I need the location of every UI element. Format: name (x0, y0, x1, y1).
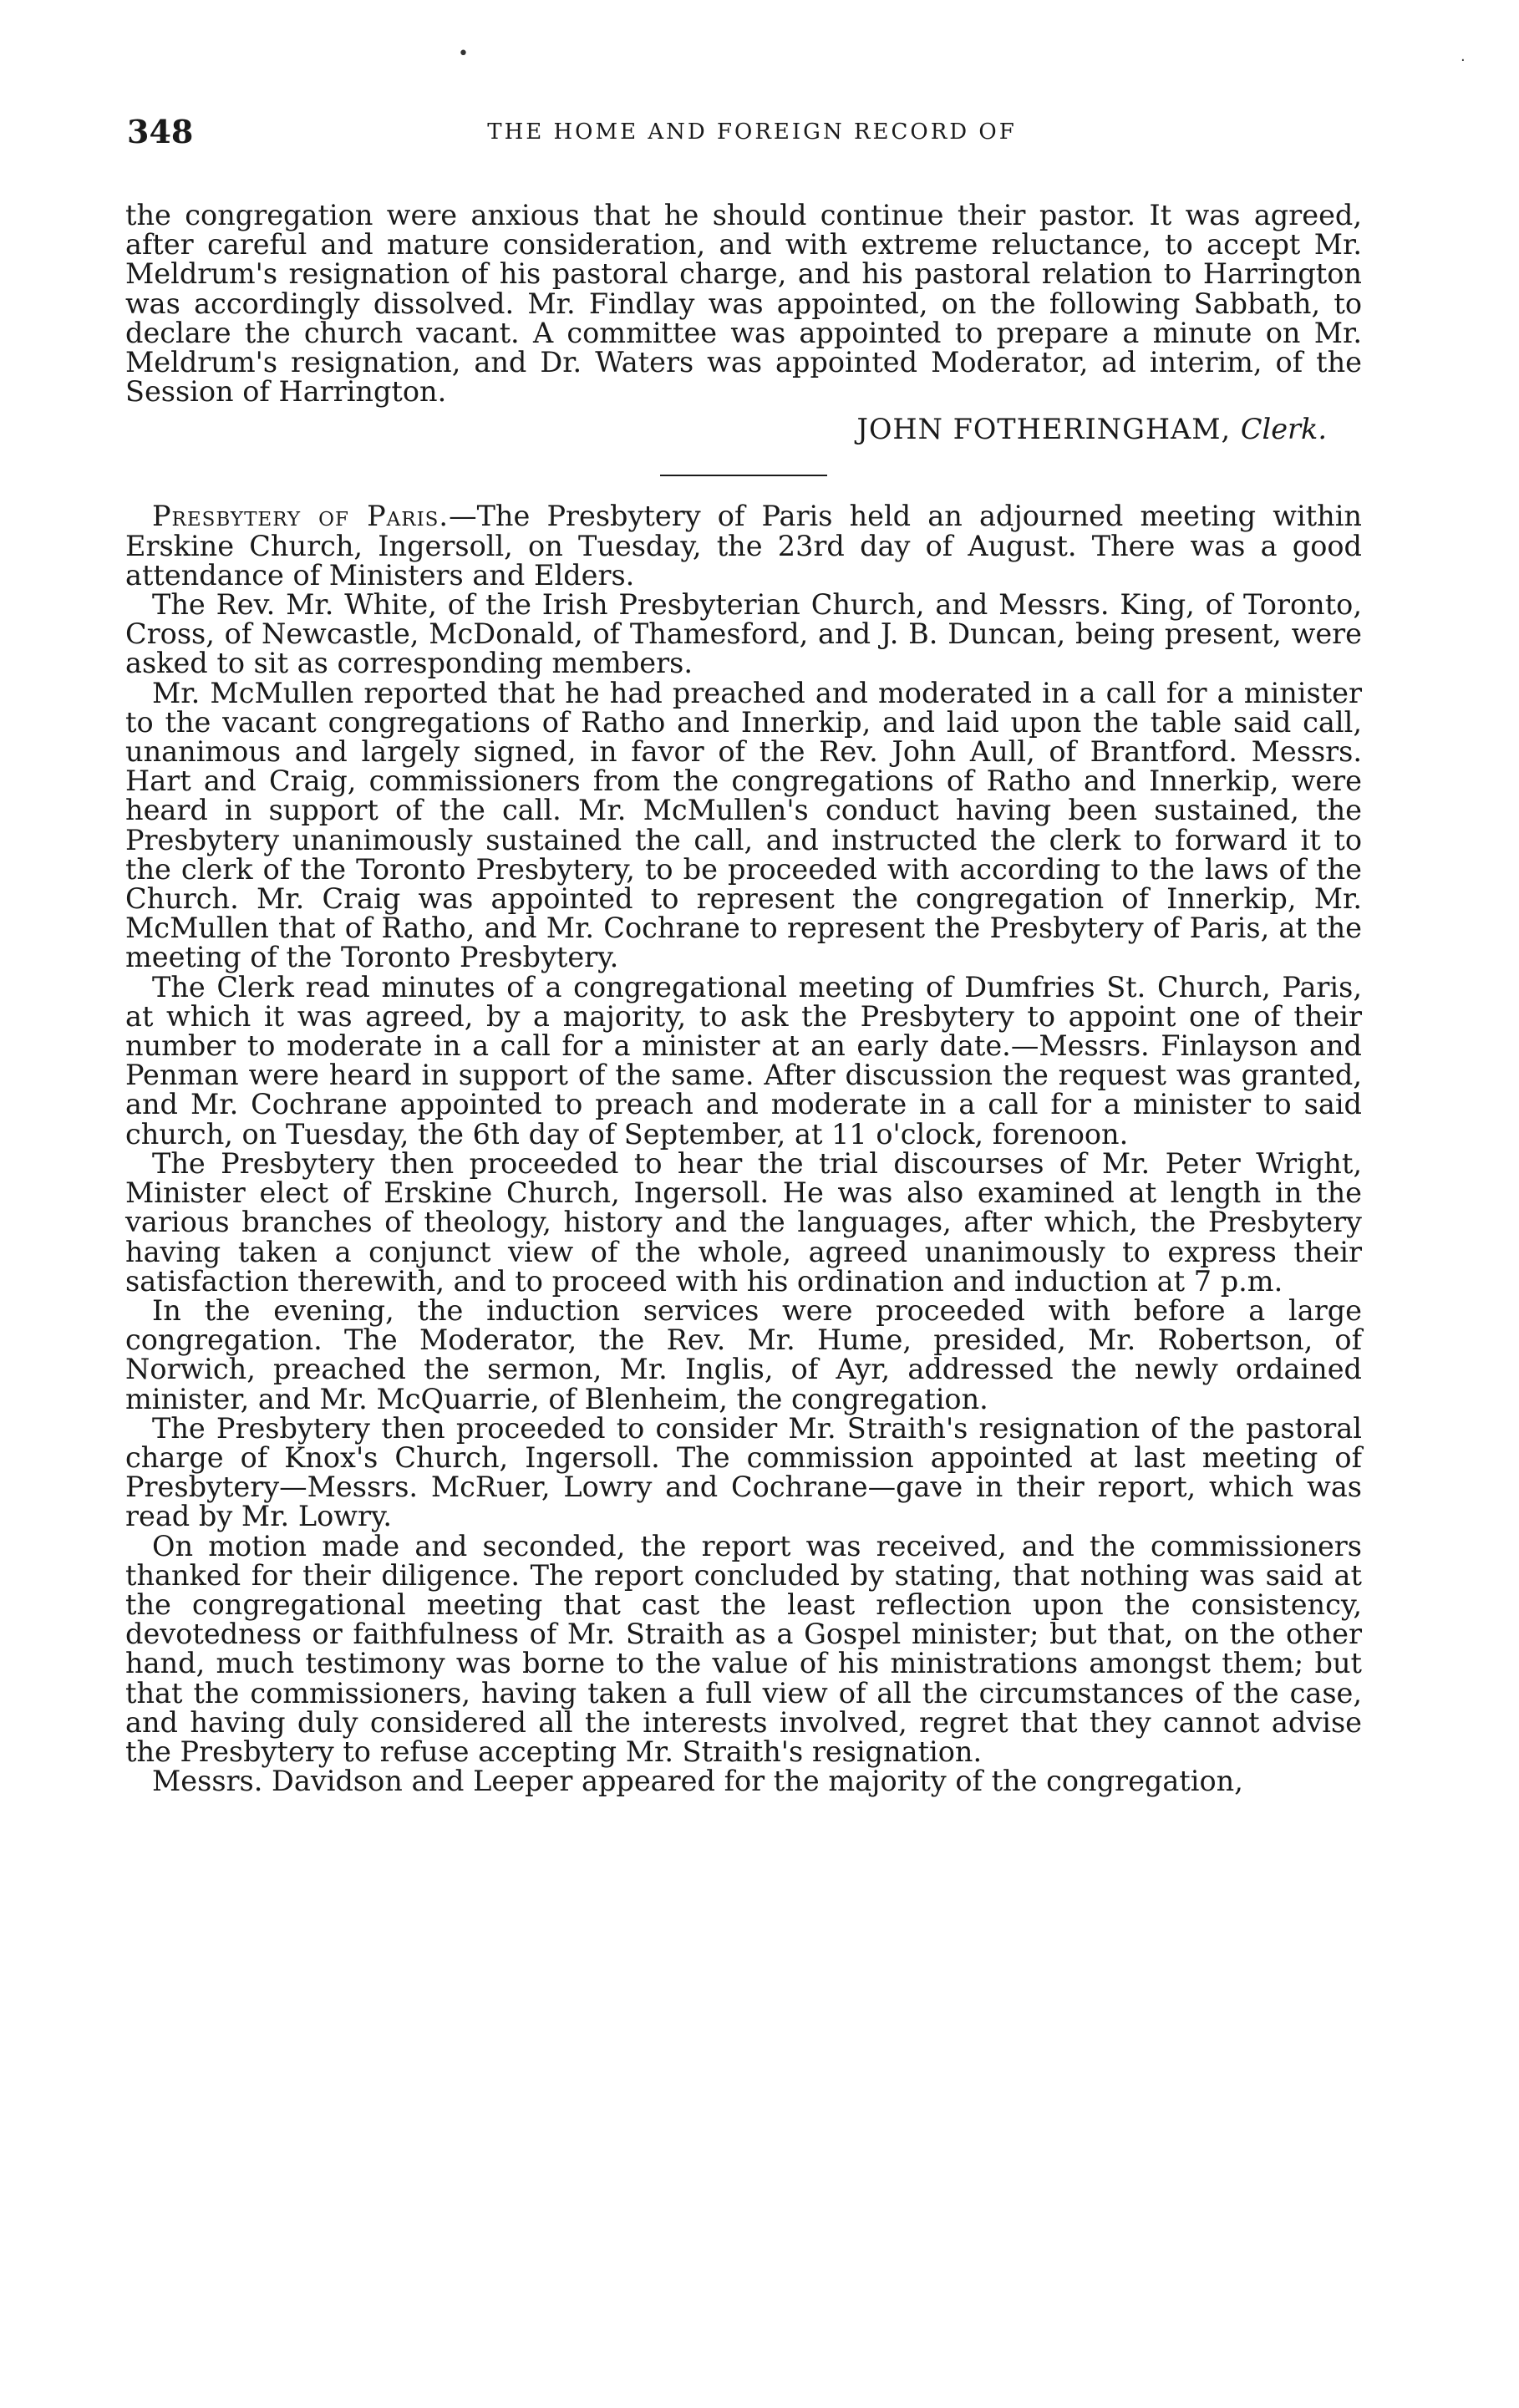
signature-role: Clerk. (1240, 413, 1327, 446)
paris-heading: Presbytery of Paris. (152, 500, 450, 533)
paris-paragraph-4: The Clerk read minutes of a congregational meeting of Dumfries St. Church, Paris, at which it was agreed, by a majority, to ask the Presbytery to appoint one of their number to moderate in a call for a minister at an early date.—Messrs. Finlayson and Penman were heard in support of the same. After discussion the request was granted, and Mr. Cochrane appointed to preach and moderate in a call for a minister to said church, on Tuesday, the 6th day of September, at 11 o'clock, forenoon. (125, 970, 1362, 1151)
section-divider (660, 475, 827, 476)
stray-dot-top: • (458, 43, 469, 64)
paris-paragraph-7: The Presbytery then proceeded to consider Mr. Straith's resignation of the pastoral charge of Knox's Church, Ingersoll. The commission appointed at last meeting of Presbytery—Messrs. McRuer, Lowry and Cochrane—gave in their report, which was read by Mr. Lowry. (125, 1411, 1362, 1533)
paris-paragraph-1 (125, 501, 1362, 590)
paris-paragraph-8: On motion made and seconded, the report was received, and the commissioners thanked for their diligence. The report concluded by stating, that nothing was said at the congregational meeting that cast the least reflection upon the consistency, devotedness or faithfulness of Mr. Straith as a Gospel minister; but that, on the other hand, much testimony was borne to the value of his ministrations amongst them; but that the commissioners, having taken a full view of all the circumstances of the case, and having duly considered all the interests involved, regret that they cannot advise the Presbytery to refuse accepting Mr. Straith's resignation. (125, 1529, 1362, 1768)
paris-paragraph-3: Mr. McMullen reported that he had preached and moderated in a call for a minister to the vacant congregations of Ratho and Innerkip, and laid upon the table said call, unanimous and largely signed, in favor of the Rev. John Aull, of Brantford. Messrs. Hart and Craig, commissioners from the congregations of Ratho and Innerkip, were heard in support of the call. Mr. McMullen's conduct having been sustained, the Presbytery unanimously sustained the call, and instructed the clerk to forward it to the clerk of the Toronto Presbytery, to be proceeded with according to the laws of the Church. Mr. Craig was appointed to represent the congregation of Innerkip, Mr. McMullen that of Ratho, and Mr. Cochrane to represent the Presbytery of Paris, at the meeting of the Toronto Presbytery. (125, 676, 1362, 974)
harrington-paragraph: the congregation were anxious that he should continue their pastor. It was agreed, after careful and mature consideration, and with extreme reluctance, to accept Mr. Meldrum's resignation of his pastoral charge, and his pastoral relation to Harrington was accordingly dissolved. Mr. Findlay was appointed, on the following Sabbath, to declare the church vacant. A committee was appointed to prepare a minute on Mr. Meldrum's resignation, and Dr. Waters was appointed Moderator, ad interim, of the Session of Harrington. (125, 199, 1362, 409)
paris-paragraph-5: The Presbytery then proceeded to hear the trial discourses of Mr. Peter Wright, Minister elect of Erskine Church, Ingersoll. He was also examined at length in the various branches of theology, history and the languages, after which, the Presbytery having taken a conjunct view of the whole, agreed unanimously to express their satisfaction therewith, and to proceed with his ordination and induction at 7 p.m. (125, 1146, 1362, 1298)
paris-paragraph-9: Messrs. Davidson and Leeper appeared for the majority of the congregation, (152, 1765, 1243, 1798)
page-number: 348 (127, 113, 194, 150)
paris-paragraph-6: In the evening, the induction services were proceeded with before a large congregation. The Moderator, the Rev. Mr. Hume, presided, Mr. Robertson, of Norwich, preached the sermon, Mr. Inglis, of Ayr, addressed the newly ordained minister, and Mr. McQuarrie, of Blenheim, the congregation. (125, 1293, 1362, 1415)
page-header (125, 113, 1362, 163)
paris-paragraph-1-text: —The Presbytery of Paris held an adjourned meeting within Erskine Church, Ingersoll, on Tuesday, the 23rd day of August. There was a good attendance of Ministers and Elders. (125, 500, 1362, 592)
signature-name: JOHN FOTHERINGHAM, (856, 413, 1232, 446)
running-title: THE HOME AND FOREIGN RECORD OF (487, 119, 1017, 145)
document-page (125, 113, 1362, 1796)
paris-paragraph-2: The Rev. Mr. White, of the Irish Presbyterian Church, and Messrs. King, of Toronto, Cross, of Newcastle, McDonald, of Thamesford, and J. B. Duncan, being present, were asked to sit as corresponding members. (125, 588, 1362, 680)
stray-dot-right: · (1461, 52, 1466, 69)
clerk-signature (125, 413, 1362, 446)
